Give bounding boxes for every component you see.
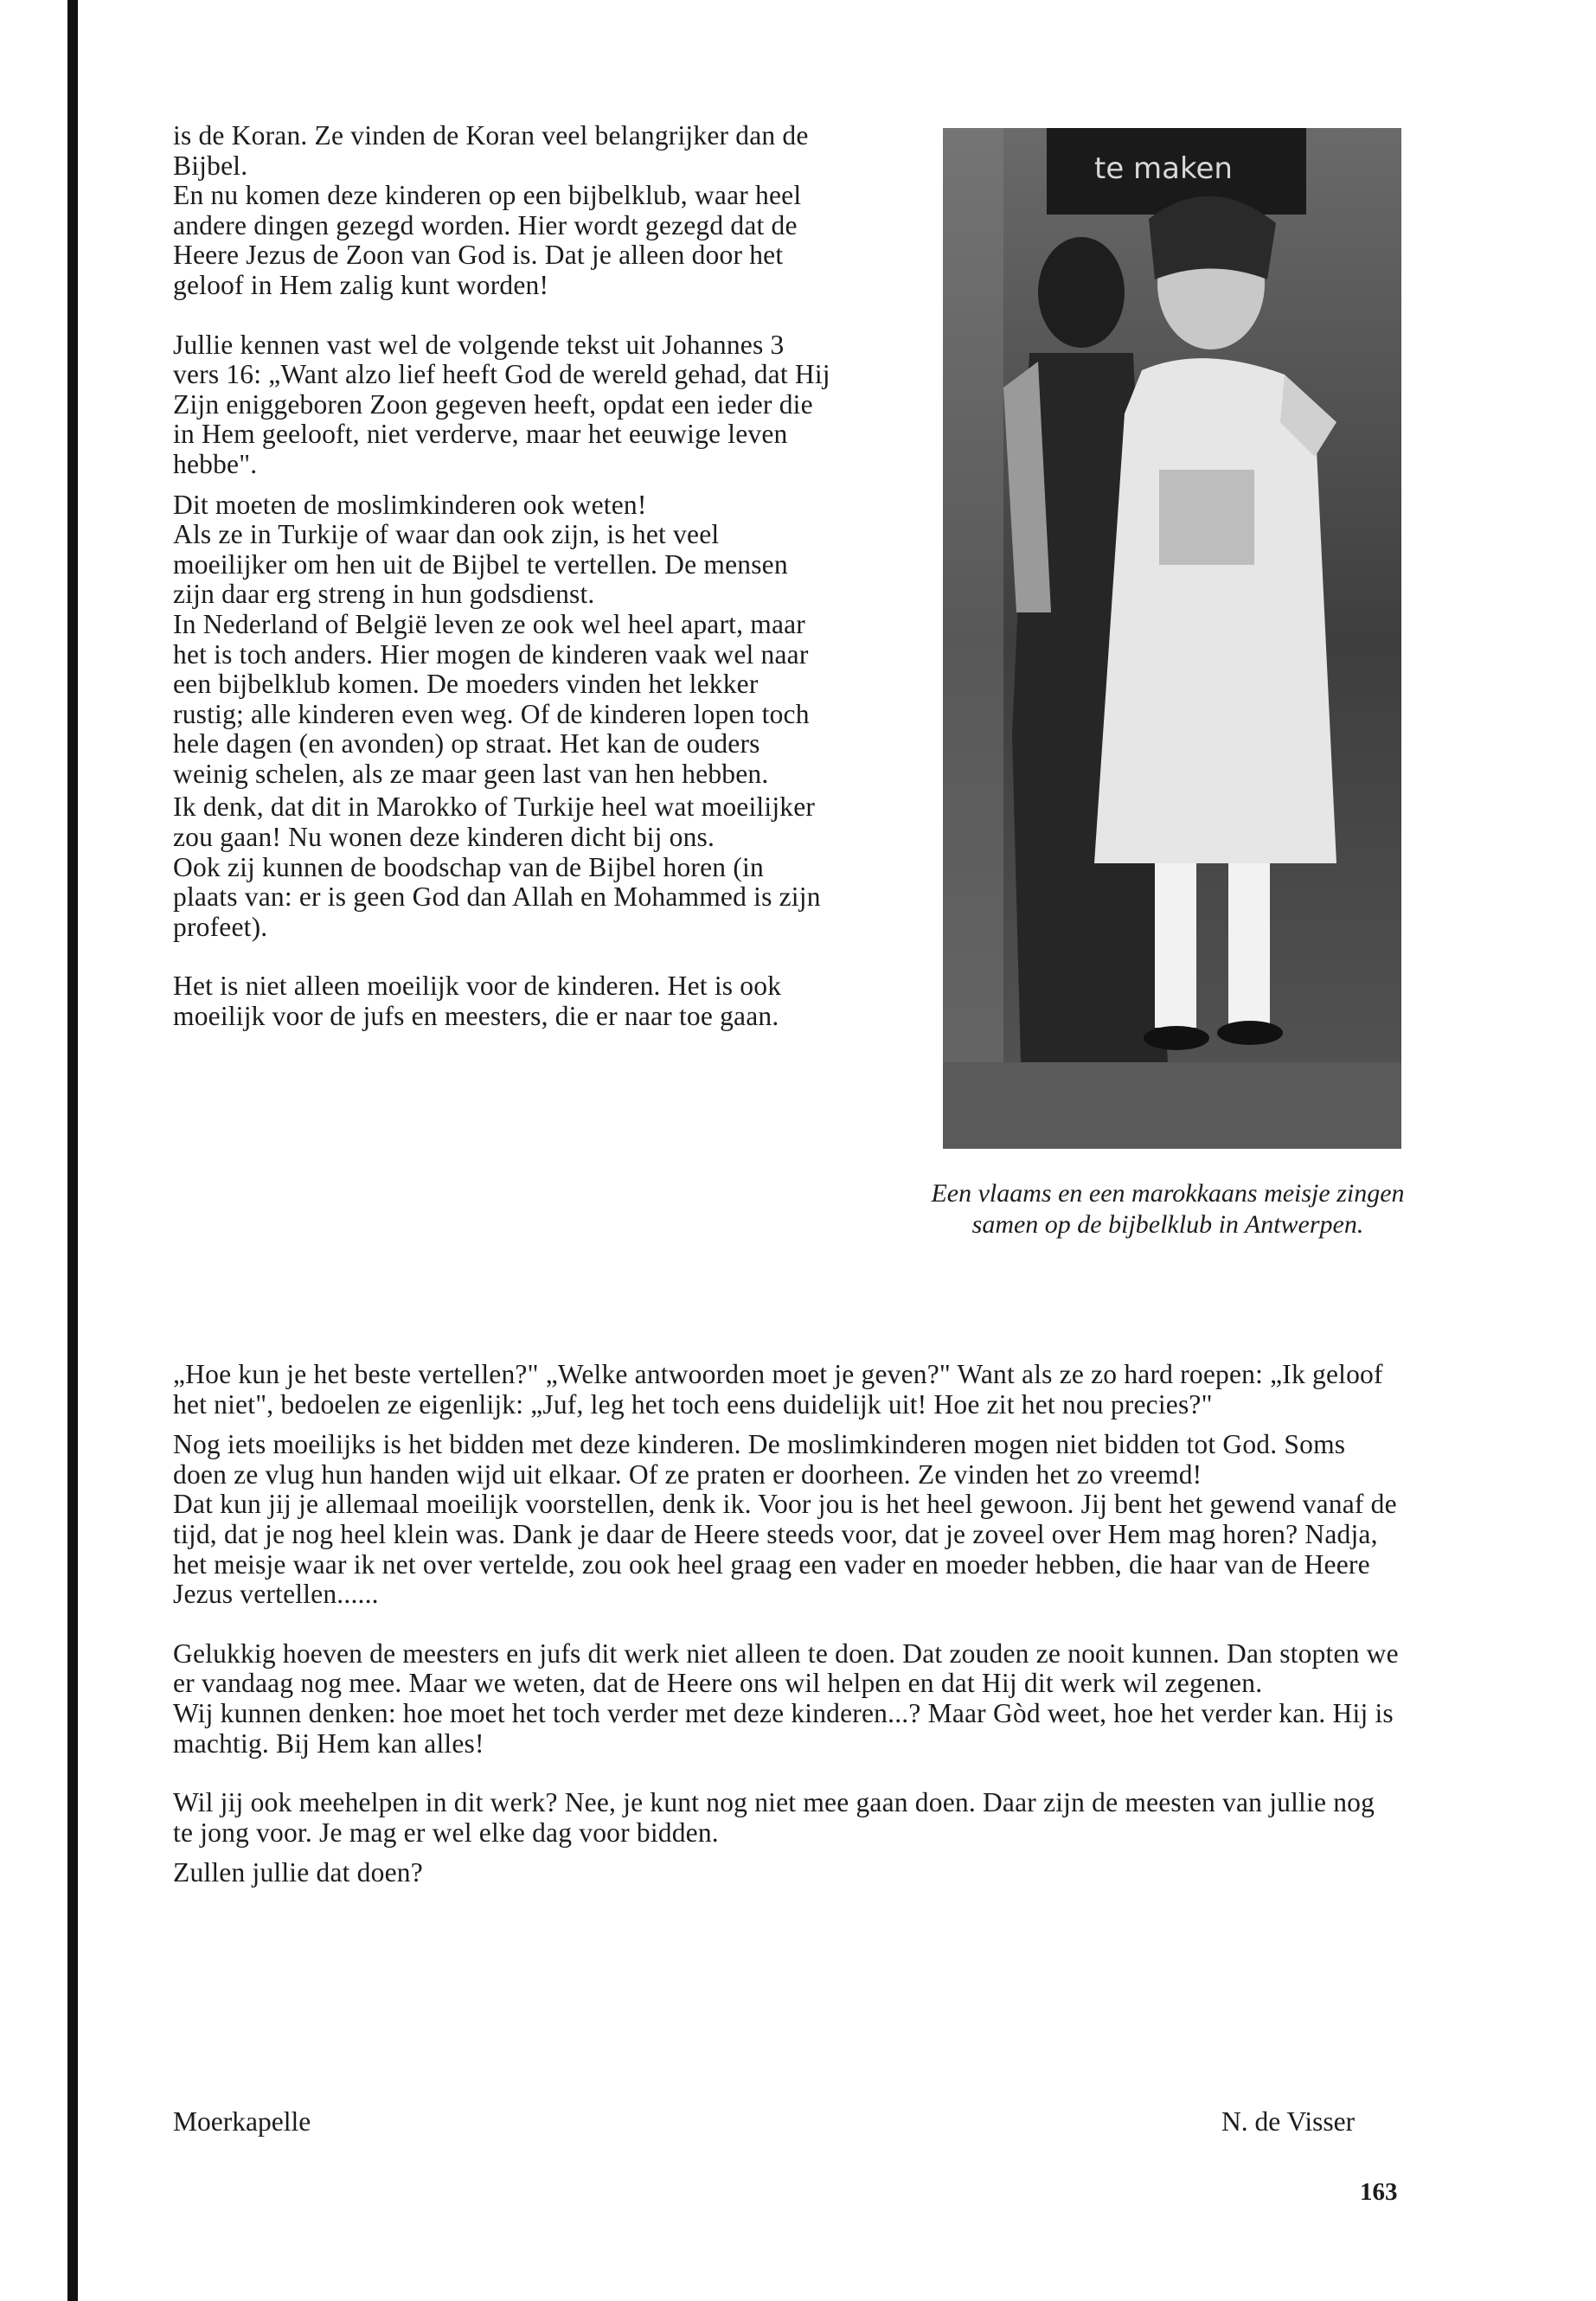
- page-number: 163: [1360, 2178, 1398, 2206]
- paragraph-bidden: Nog iets moeilijks is het bidden met deze kinderen. De moslimkinderen mogen niet bidden tot God. Soms doen ze vlug hun handen wijd uit elkaar. Of ze praten er doorheen. Ze vinden het zo vreemd!: [173, 1429, 1346, 1490]
- photo-caption: Een vlaams en een marokkaans meisje zingen samen op de bijbelklub in Antwerpen.: [931, 1179, 1405, 1239]
- paragraph-moeilijk: Het is niet alleen moeilijk voor de kinderen. Het is ook moeilijk voor de jufs en meesters, die er naar toe gaan.: [173, 971, 782, 1032]
- paragraph-johannes: Jullie kennen vast wel de volgende tekst uit Johannes 3 vers 16: „Want alzo lief heeft God de wereld gehad, dat Hij Zijn eniggeboren Zoon gegeven heeft, opdat een ieder die in Hem geelooft, niet verderve, maar het eeuwige leven hebbe".: [173, 329, 830, 479]
- paragraph-turkije: Als ze in Turkije of waar dan ook zijn, is het veel moeilijker om hen uit de Bijbel te vertellen. De mensen zijn daar erg streng in hun godsdienst.: [173, 519, 788, 610]
- photo-two-girls-singing-icon: [943, 128, 1401, 1149]
- paragraph-gewoon: Dat kun jij je allemaal moeilijk voorstellen, denk ik. Voor jou is het heel gewoon. Jij bent het gewend vanaf de tijd, dat je nog heel klein was. Dank je daar de Heere steeds voor, dat je zoveel over Hem mag horen? Nadja, het meisje waar ik net over vertelde, zou ook heel graag een vader en moeder hebben, die haar van de Heere Jezus vertellen......: [173, 1489, 1397, 1610]
- column-text: [173, 121, 832, 1032]
- paragraph-boodschap: Ook zij kunnen de boodschap van de Bijbel horen (in plaats van: er is geen God dan Allah en Mohammed is zijn profeet).: [173, 851, 821, 942]
- paragraph-vertellen: „Hoe kun je het beste vertellen?" „Welke antwoorden moet je geven?" Want als ze zo hard roepen: „Ik geloof het niet", bedoelen ze eigenlijk: „Juf, leg het toch eens duidelijk uit! Hoe zit het nou precies?": [173, 1359, 1383, 1420]
- paragraph-marokko: Ik denk, dat dit in Marokko of Turkije heel wat moeilijker zou gaan! Nu wonen deze kinderen dicht bij ons.: [173, 792, 816, 853]
- signature-place: Moerkapelle: [173, 2106, 311, 2137]
- sign-text: te maken: [1094, 151, 1233, 186]
- binding-edge: [67, 0, 78, 2301]
- paragraph-nederland: In Nederland of België leven ze ook wel heel apart, maar het is toch anders. Hier mogen de kinderen vaak wel naar een bijbelklub komen. De moeders vinden het lekker rustig; alle kinderen even weg. Of de kinderen lopen toch hele dagen (en avonden) op straat. Het kan de ouders weinig schelen, als ze maar geen last van hen hebben.: [173, 608, 810, 789]
- paragraph-meehelpen: Wil jij ook meehelpen in dit werk? Nee, je kunt nog niet mee gaan doen. Daar zijn de meesten van jullie nog te jong voor. Je mag er wel elke dag voor bidden.: [173, 1787, 1375, 1848]
- paragraph-machtig: Wij kunnen denken: hoe moet het toch verder met deze kinderen...? Maar Gòd weet, hoe het verder kan. Hij is machtig. Bij Hem kan alles!: [173, 1697, 1394, 1759]
- signature-author: N. de Visser: [1221, 2106, 1356, 2137]
- paragraph-zullen: Zullen jullie dat doen?: [173, 1857, 423, 1888]
- wide-text: [173, 1360, 1401, 1888]
- paragraph-bijbelklub: En nu komen deze kinderen op een bijbelklub, waar heel andere dingen gezegd worden. Hier wordt gezegd dat de Heere Jezus de Zoon van God is. Dat je alleen door het geloof in Hem zalig kunt worden!: [173, 180, 802, 300]
- photo-girls-singing: [943, 128, 1401, 1149]
- paragraph-koran: is de Koran. Ze vinden de Koran veel belangrijker dan de Bijbel.: [173, 120, 809, 181]
- paragraph-moeten-weten: Dit moeten de moslimkinderen ook weten!: [173, 489, 647, 520]
- paragraph-gelukkig: Gelukkig hoeven de meesters en jufs dit werk niet alleen te doen. Dat zouden ze nooit kunnen. Dan stopten we er vandaag nog mee. Maar we weten, dat de Heere ons wil helpen en dat Hij dit werk wil zegenen.: [173, 1638, 1399, 1699]
